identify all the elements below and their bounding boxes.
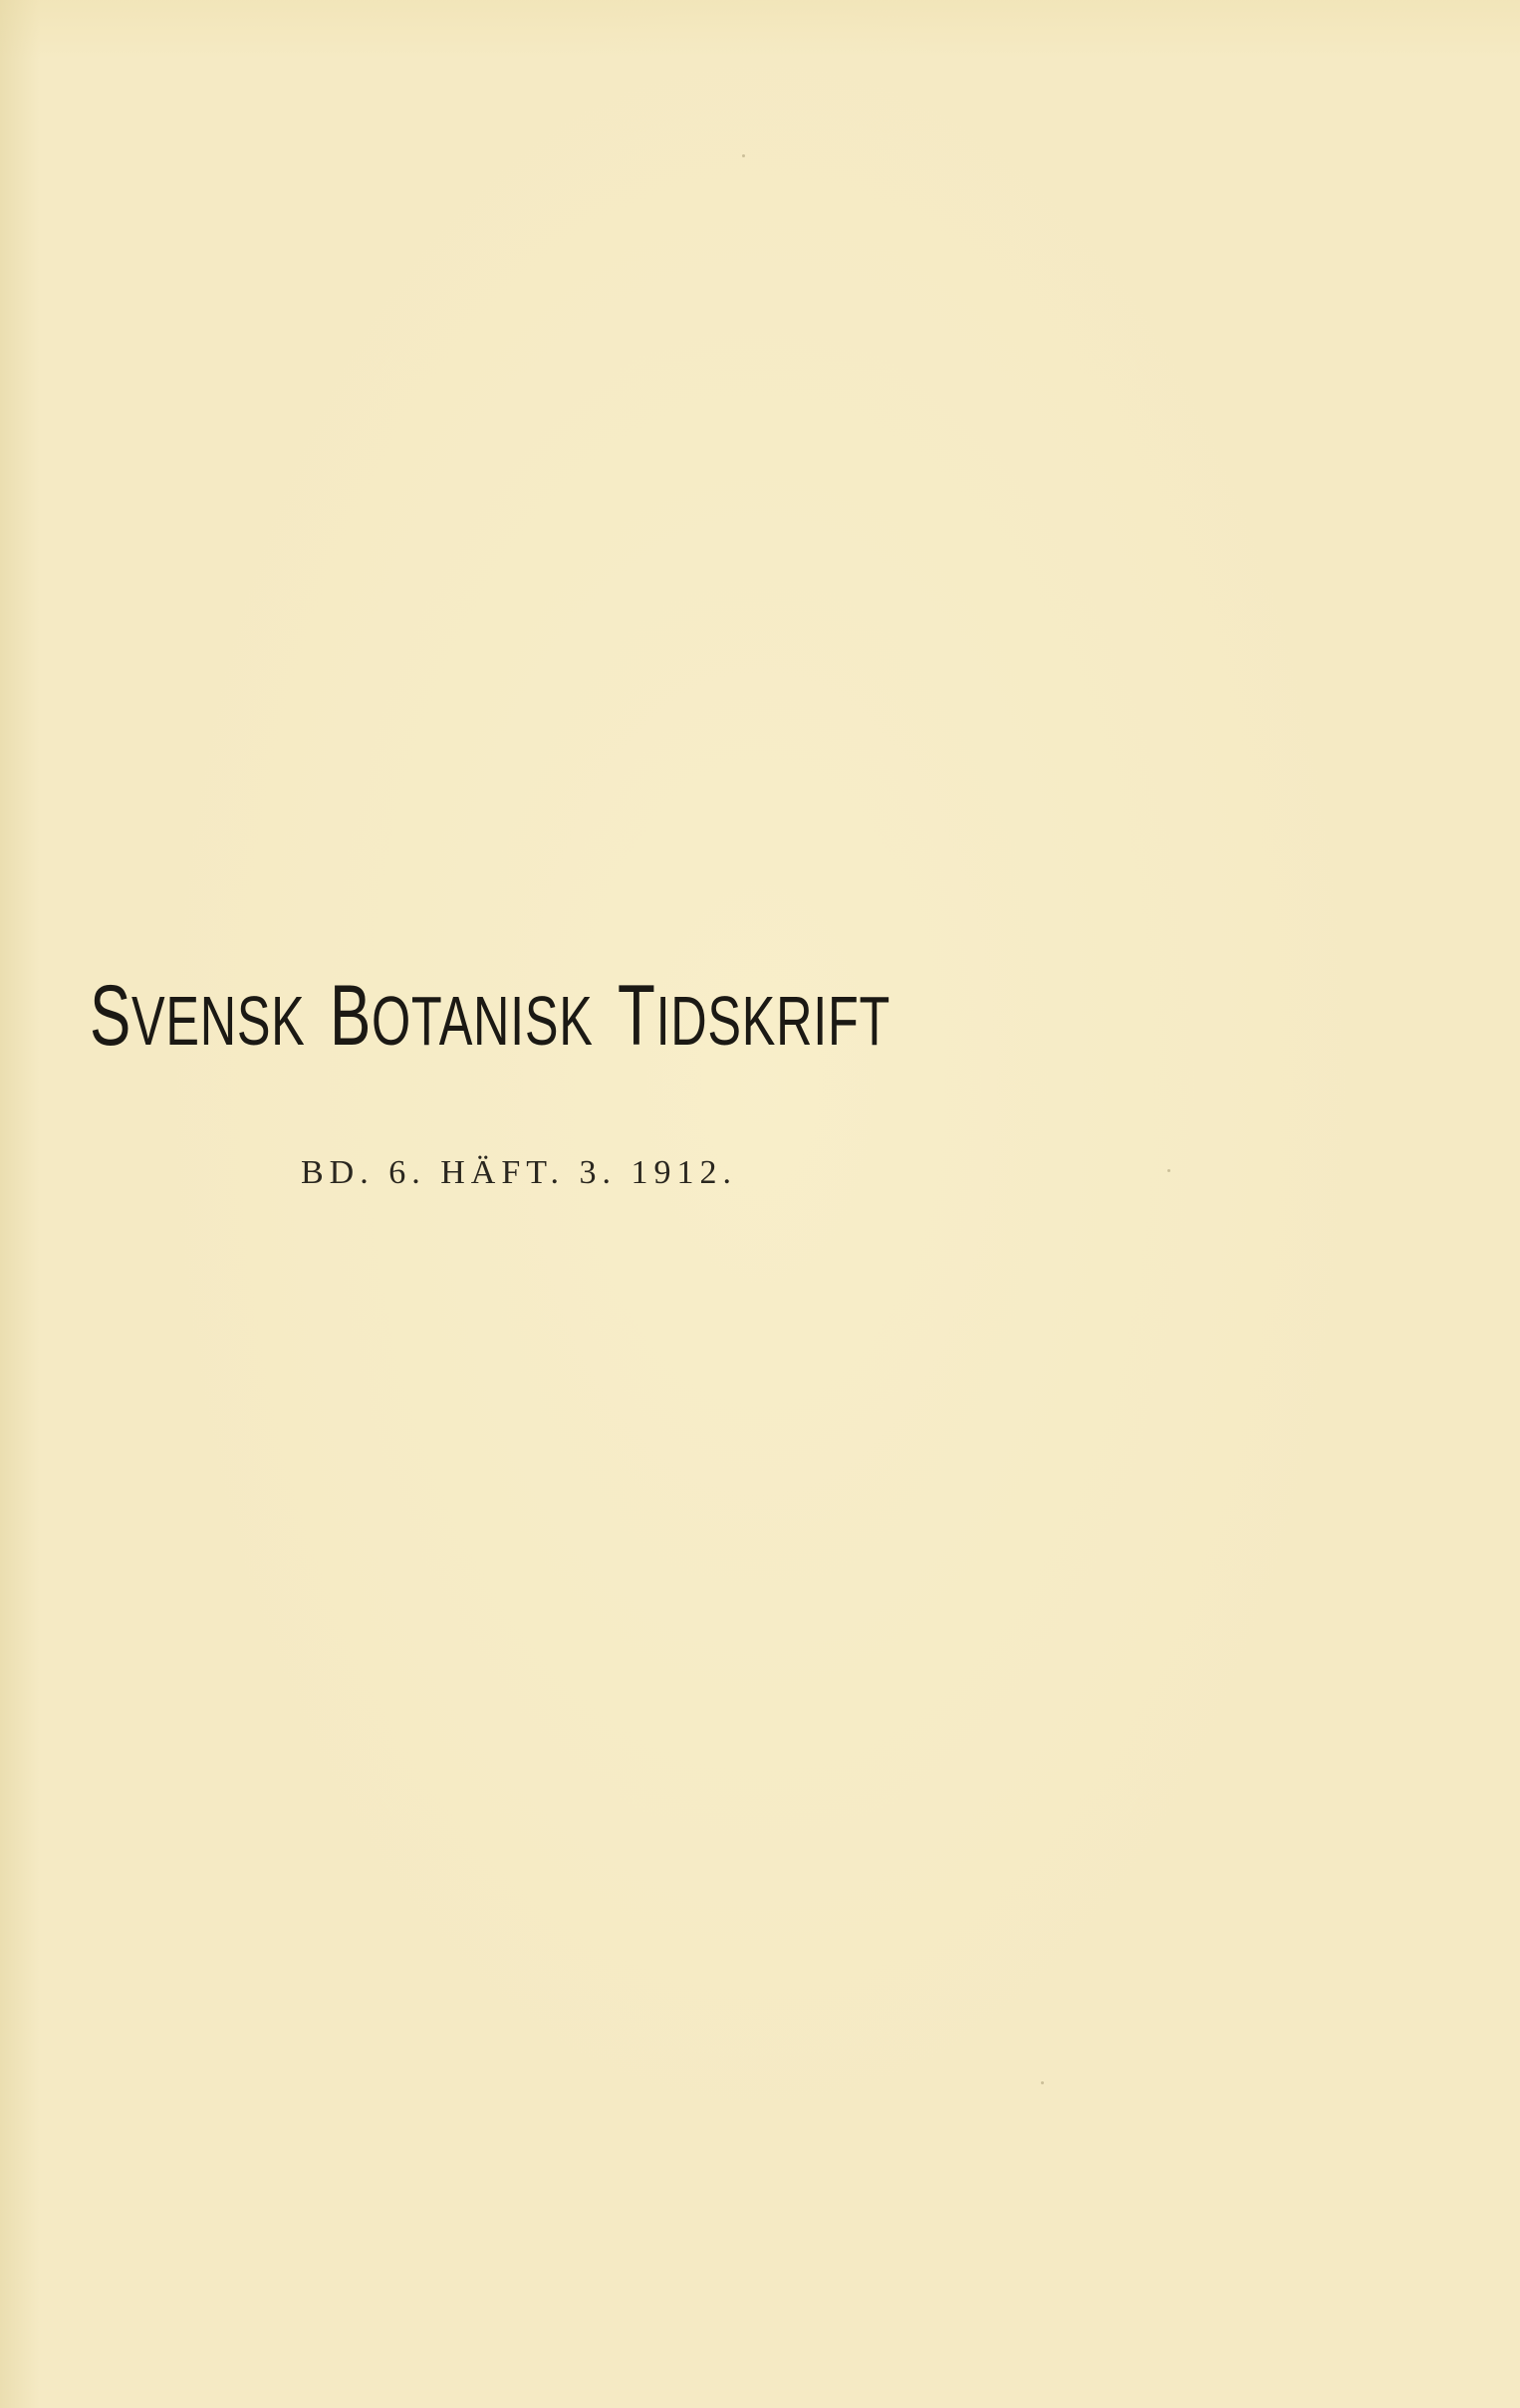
paper-speck [742,154,745,157]
title-word-svensk: SVENSK [90,968,306,1064]
title-word-botanisk: BOTANISK [329,968,594,1064]
paper-speck [1041,2081,1044,2084]
paper-speck [1167,1169,1170,1172]
title-word-tidskrift: TIDSKRIFT [618,968,890,1064]
journal-title [90,956,890,1076]
issue-line: BD. 6. HÄFT. 3. 1912. [301,1154,737,1191]
